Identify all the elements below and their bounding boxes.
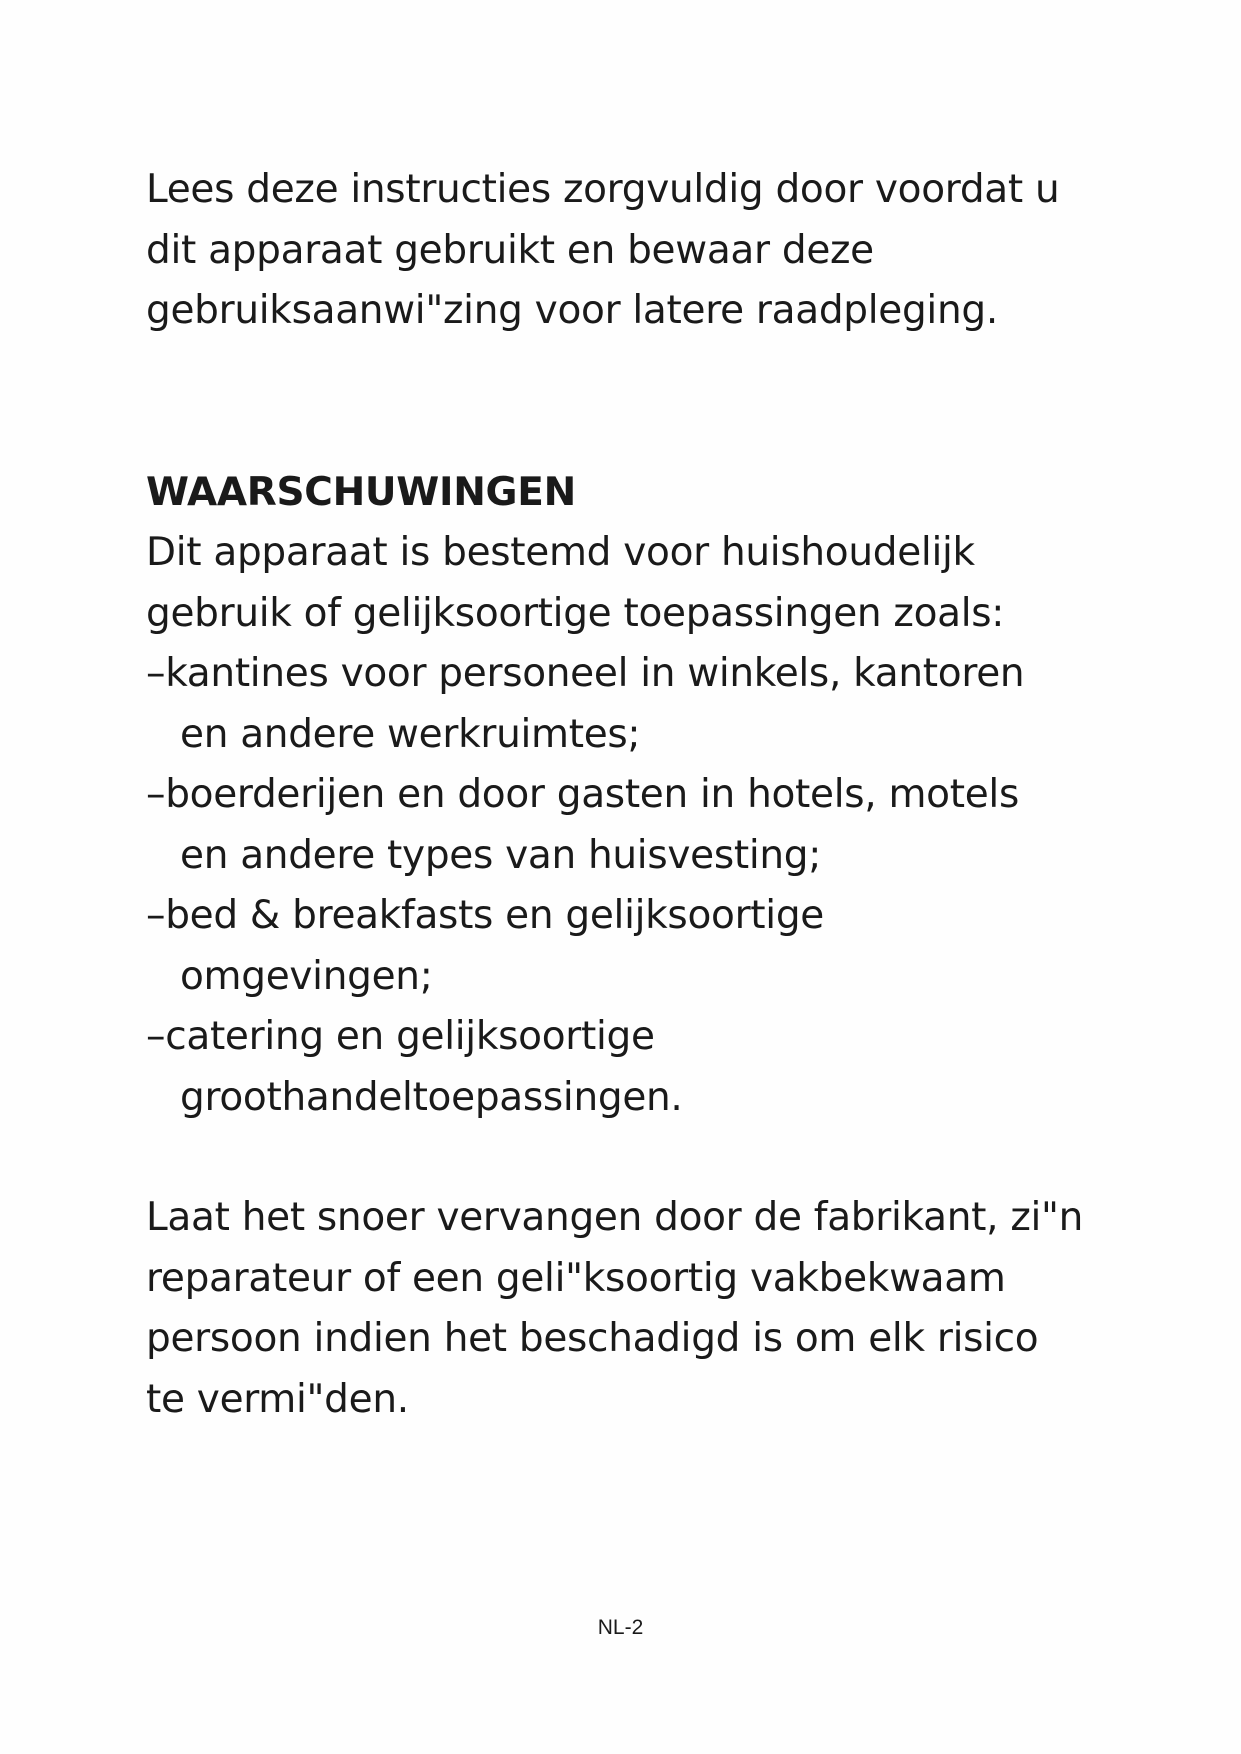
list-item xyxy=(146,644,1146,765)
cord-replacement-paragraph xyxy=(146,1188,1146,1430)
warnings-intro-line: Dit apparaat is bestemd voor huishoudelijk xyxy=(146,530,975,575)
warnings-heading: WAARSCHUWINGEN xyxy=(146,469,576,515)
list-item-continuation: en andere werkruimtes; xyxy=(180,711,641,757)
intro-line: Lees deze instructies zorgvuldig door voordat u xyxy=(146,167,1060,212)
warnings-section xyxy=(146,463,1146,1129)
list-item xyxy=(146,1007,1146,1128)
warnings-intro-line: gebruik of gelijksoortige toepassingen zoals: xyxy=(146,590,1005,636)
list-item xyxy=(146,886,1146,1007)
intro-line: gebruiksaanwi"zing voor latere raadpleging. xyxy=(146,288,998,333)
list-item-first-line: –bed & breakfasts en gelijksoortige xyxy=(146,893,824,938)
intro-paragraph xyxy=(146,160,1146,342)
list-item xyxy=(146,765,1146,886)
list-item-first-line: –boerderijen en door gasten in hotels, motels xyxy=(146,772,1019,817)
list-item-continuation: groothandeltoepassingen. xyxy=(180,1074,683,1120)
intro-line: dit apparaat gebruikt en bewaar deze xyxy=(146,227,874,273)
page-number: NL-2 xyxy=(597,1616,644,1639)
list-item-continuation: en andere types van huisvesting; xyxy=(180,832,822,878)
list-item-first-line: –catering en gelijksoortige xyxy=(146,1014,655,1059)
cord-line: te vermi"den. xyxy=(146,1376,409,1422)
list-item-continuation: omgevingen; xyxy=(180,953,433,999)
cord-line: Laat het snoer vervangen door de fabrikant, zi"n xyxy=(146,1195,1084,1240)
list-item-first-line: –kantines voor personeel in winkels, kantoren xyxy=(146,651,1025,696)
cord-line: persoon indien het beschadigd is om elk risico xyxy=(146,1316,1039,1361)
page-content xyxy=(146,160,1146,1430)
cord-line: reparateur of een geli"ksoortig vakbekwaam xyxy=(146,1255,1006,1301)
